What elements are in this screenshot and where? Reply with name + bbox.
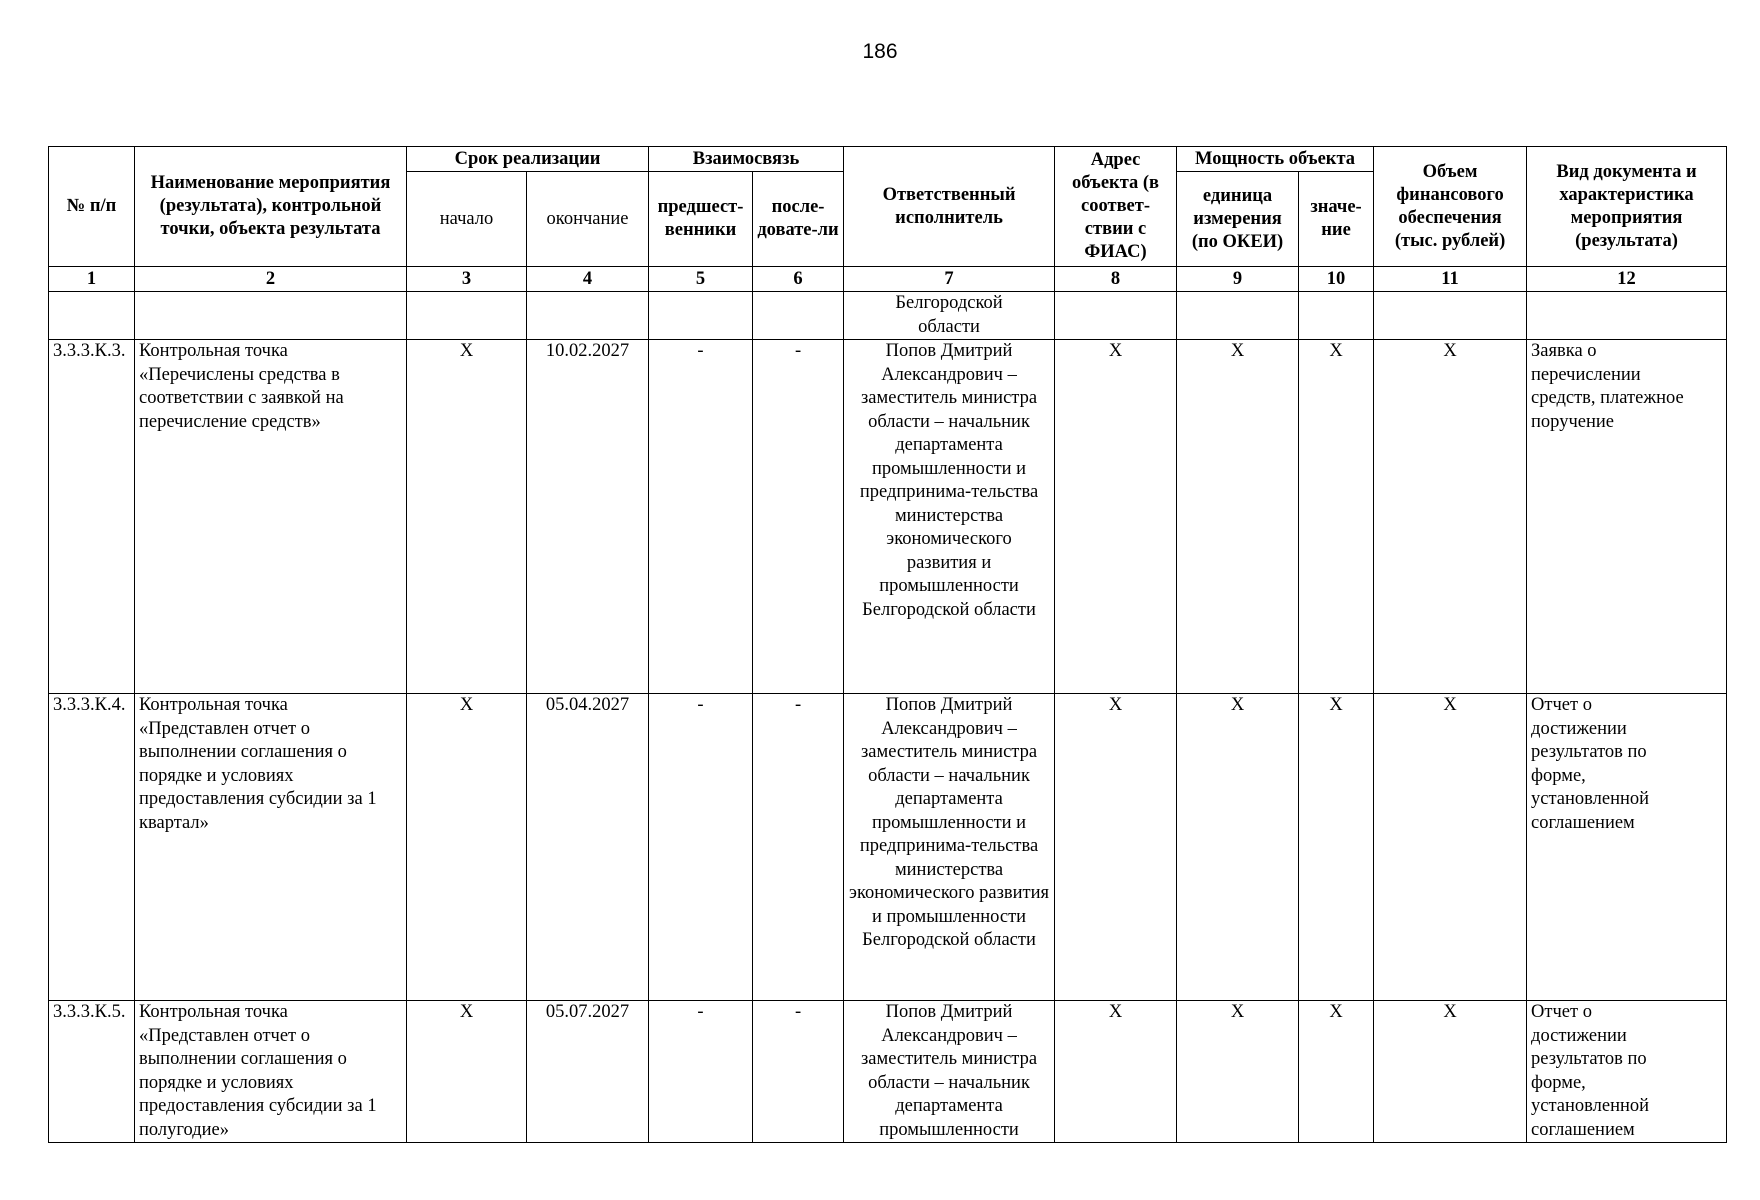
header-finance: Объем финансового обеспечения (тыс. рублей) [1374, 147, 1527, 267]
header-unit: единица измерения (по ОКЕИ) [1177, 172, 1299, 267]
header-end: окончание [527, 172, 649, 267]
unit-cell: X [1177, 340, 1299, 694]
value-cell: X [1299, 340, 1374, 694]
successors-cell: - [753, 340, 844, 694]
header-name: Наименование мероприятия (результата), контрольной точки, объекта результата [135, 147, 407, 267]
column-number: 8 [1055, 267, 1177, 292]
header-executor: Ответственный исполнитель [844, 147, 1055, 267]
header-term-group: Срок реализации [407, 147, 649, 172]
header-num: № п/п [49, 147, 135, 267]
unit-cell: X [1177, 694, 1299, 1001]
header-start: начало [407, 172, 527, 267]
start-cell: X [407, 340, 527, 694]
finance-cell: X [1374, 694, 1527, 1001]
header-relation-group: Взаимосвязь [649, 147, 844, 172]
row-number: 3.3.3.К.5. [49, 1001, 135, 1143]
finance-cell: X [1374, 1001, 1527, 1143]
header-predecessors: предшест-венники [649, 172, 753, 267]
measure-name: Контрольная точка «Представлен отчет о выполнении соглашения о порядке и условиях предоставления субсидии за 1 квартал» [135, 694, 407, 1001]
start-cell: X [407, 694, 527, 1001]
address-cell: X [1055, 340, 1177, 694]
header-document: Вид документа и характеристика мероприятия (результата) [1527, 147, 1727, 267]
predecessors-cell: - [649, 340, 753, 694]
predecessors-cell: - [649, 1001, 753, 1143]
table-row [49, 1001, 1727, 1143]
column-number: 2 [135, 267, 407, 292]
header-value: значе-ние [1299, 172, 1374, 267]
column-number: 11 [1374, 267, 1527, 292]
page-number: 186 [862, 40, 898, 63]
unit-cell: X [1177, 1001, 1299, 1143]
header-successors: после-довате-ли [753, 172, 844, 267]
column-number: 6 [753, 267, 844, 292]
end-cell: 10.02.2027 [527, 340, 649, 694]
column-number: 1 [49, 267, 135, 292]
document-cell: Отчет о достижении результатов по форме, установленной соглашением [1527, 694, 1727, 1001]
finance-cell: X [1374, 340, 1527, 694]
column-number: 3 [407, 267, 527, 292]
document-cell: Заявка о перечислении средств, платежное поручение [1527, 340, 1727, 694]
end-cell: 05.04.2027 [527, 694, 649, 1001]
document-cell: Отчет о достижении результатов по форме, установленной соглашением [1527, 1001, 1727, 1143]
end-cell: 05.07.2027 [527, 1001, 649, 1143]
predecessors-cell: - [649, 694, 753, 1001]
measure-name: Контрольная точка «Представлен отчет о выполнении соглашения о порядке и условиях предоставления субсидии за 1 полугодие» [135, 1001, 407, 1143]
column-number: 9 [1177, 267, 1299, 292]
executor-cell: Попов Дмитрий Александрович – заместитель министра области – начальник департамента промышленности и предпринима-тельства министерства экономического развития и промышленности Белгородской области [844, 694, 1055, 1001]
header-capacity-group: Мощность объекта [1177, 147, 1374, 172]
table-row-continuation [49, 292, 1727, 340]
successors-cell: - [753, 694, 844, 1001]
successors-cell: - [753, 1001, 844, 1143]
column-number: 4 [527, 267, 649, 292]
executor-cell: Попов Дмитрий Александрович – заместитель министра области – начальник департамента промышленности и предпринима-тельства министерства экономического развития и промышленности Белгородской области [844, 340, 1055, 694]
measure-name: Контрольная точка «Перечислены средства в соответствии с заявкой на перечисление средств» [135, 340, 407, 694]
column-number: 10 [1299, 267, 1374, 292]
executor-cell: Белгородской области [844, 292, 1055, 340]
start-cell: X [407, 1001, 527, 1143]
table-row [49, 340, 1727, 694]
header-address: Адрес объекта (в соответ-ствии с ФИАС) [1055, 147, 1177, 267]
row-number: 3.3.3.К.4. [49, 694, 135, 1001]
table-row [49, 694, 1727, 1001]
column-number: 5 [649, 267, 753, 292]
value-cell: X [1299, 1001, 1374, 1143]
address-cell: X [1055, 694, 1177, 1001]
executor-cell: Попов Дмитрий Александрович – заместитель министра области – начальник департамента промышленности [844, 1001, 1055, 1143]
value-cell: X [1299, 694, 1374, 1001]
column-number: 12 [1527, 267, 1727, 292]
column-number: 7 [844, 267, 1055, 292]
row-number: 3.3.3.К.3. [49, 340, 135, 694]
address-cell: X [1055, 1001, 1177, 1143]
measures-table [48, 146, 1727, 1143]
